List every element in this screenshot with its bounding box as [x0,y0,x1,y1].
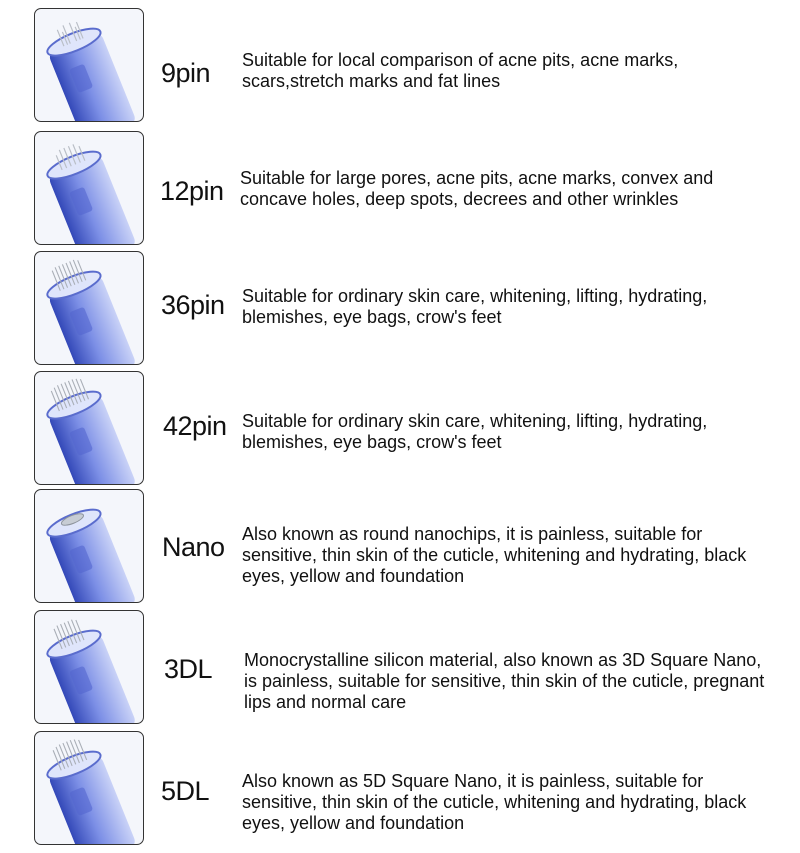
pin-type-label: Nano [162,532,225,562]
pin-type-description: Also known as round nanochips, it is painless, suitable for sensitive, thin skin of the cuticle, whitening and hydrating, black eyes, yellow and foundation [242,524,747,586]
pin-type-label: 3DL [164,654,213,684]
cartridge-9pin-image [34,8,144,122]
cartridge-12pin-image [34,131,144,245]
cartridge-nano-image [34,489,144,603]
cartridge-illustration [35,252,143,364]
cartridge-3dl-image [34,610,144,724]
pin-type-label: 9pin [161,58,211,88]
pin-type-description: Suitable for ordinary skin care, whitening, lifting, hydrating, blemishes, eye bags, crow's feet [242,286,708,327]
cartridge-illustration [35,132,143,244]
cartridge-illustration [35,611,143,723]
cartridge-5dl-image [34,731,144,845]
pin-type-label: 42pin [163,411,227,441]
pin-type-description: Also known as 5D Square Nano, it is painless, suitable for sensitive, thin skin of the cuticle, whitening and hydrating, black eyes, yellow and foundation [242,771,747,833]
pin-type-description: Suitable for ordinary skin care, whitening, lifting, hydrating, blemishes, eye bags, crow's feet [242,411,708,452]
pin-type-label: 12pin [160,176,224,206]
cartridge-42pin-image [34,371,144,485]
cartridge-illustration [35,372,143,484]
cartridge-36pin-image [34,251,144,365]
pin-type-label: 5DL [161,776,210,806]
pin-type-label: 36pin [161,290,225,320]
pin-type-description: Monocrystalline silicon material, also known as 3D Square Nano, is painless, suitable for sensitive, thin skin of the cuticle, pregnant lips and normal care [244,650,765,712]
cartridge-illustration [35,732,143,844]
cartridge-illustration [35,9,143,121]
pin-type-description: Suitable for local comparison of acne pits, acne marks, scars,stretch marks and fat lines [242,50,679,91]
cartridge-illustration [35,490,143,602]
pin-type-description: Suitable for large pores, acne pits, acne marks, convex and concave holes, deep spots, decrees and other wrinkles [240,168,714,209]
